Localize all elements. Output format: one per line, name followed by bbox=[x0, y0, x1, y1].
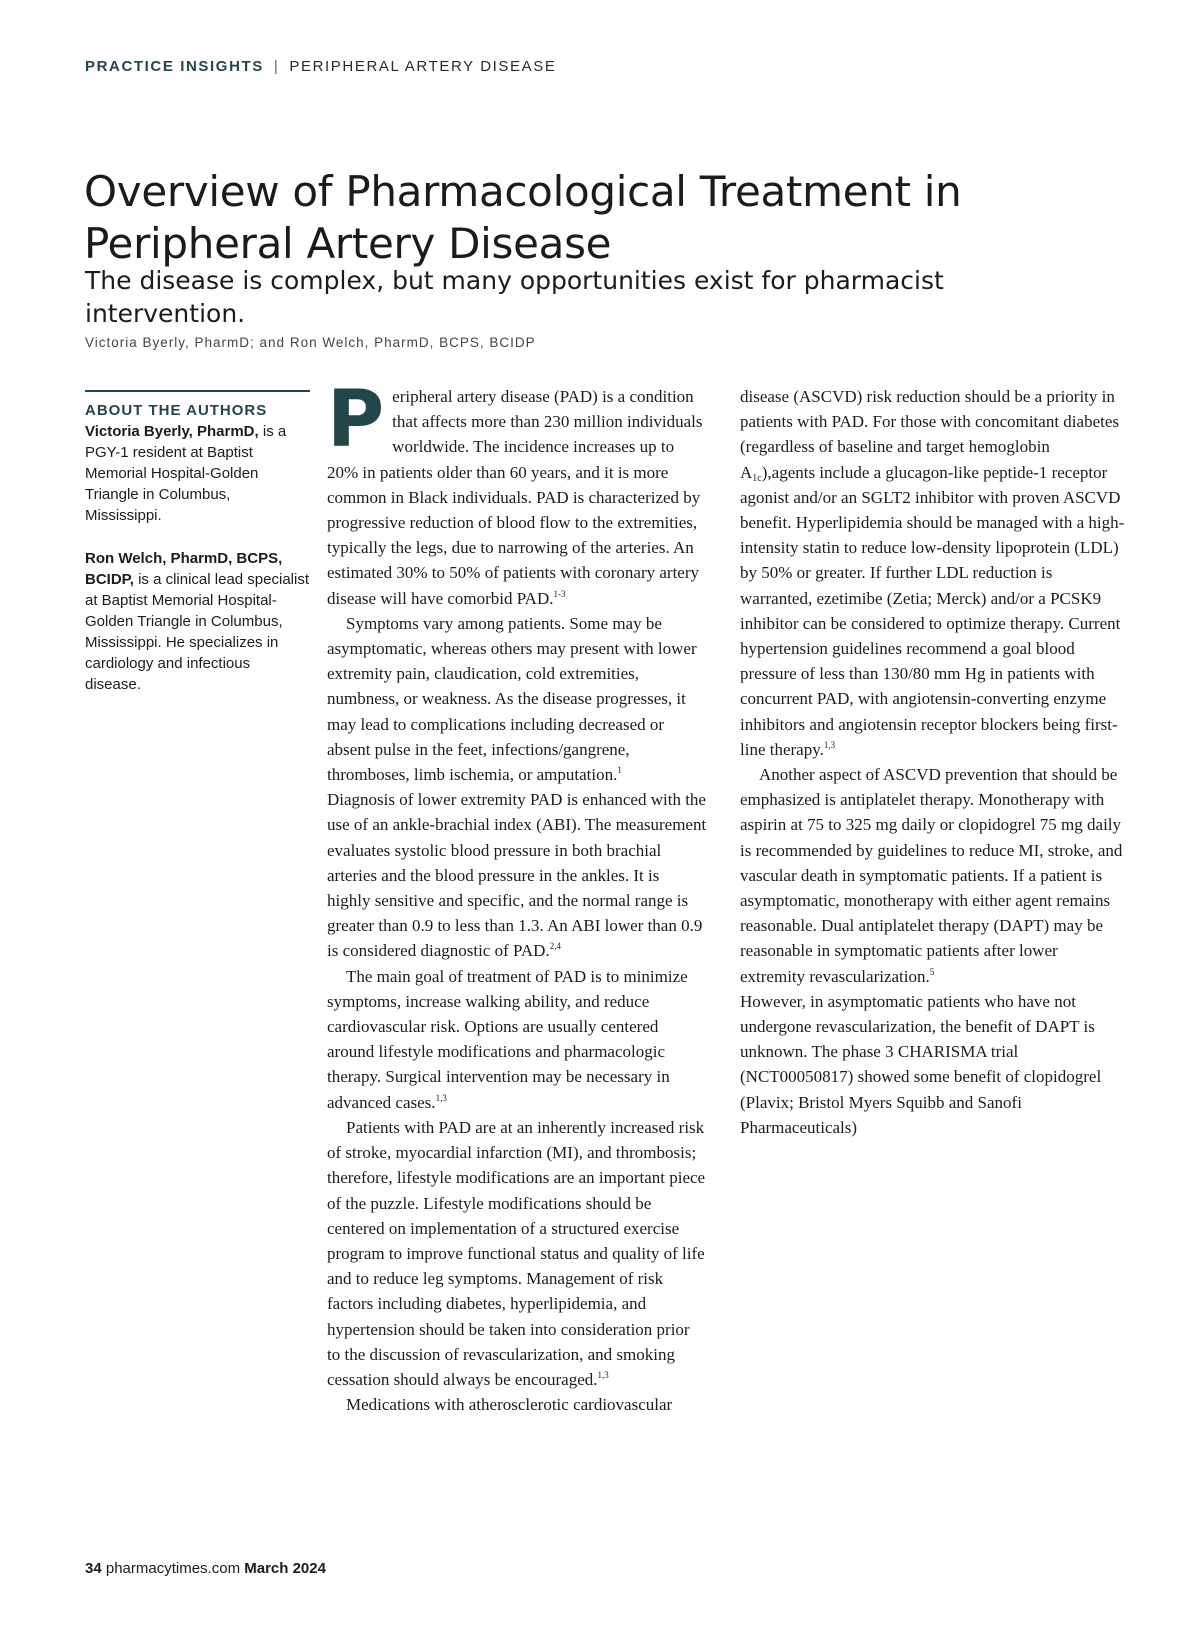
paragraph-6b-text: However, in asymptomatic patients who have not undergone revascularization, the benefit of DAPT is unknown. The phase 3 CHARISMA trial (NCT00050817) showed some benefit of clopidogrel (Plavix; Bristol Myers Squibb and Sanofi Pharmaceuticals) bbox=[740, 991, 1102, 1137]
paragraph-5-text-cont-continued: agents include a glucagon-like peptide-1 receptor agonist and/or an SGLT2 inhibitor with proven ASCVD benefit. Hyperlipidemia should be managed with a high-intensity statin to reduce low-density lipoprotein (LDL) by 50% or greater. If further LDL reduction is warranted, ezetimibe (Zetia; Merck) and/or a PCSK9 inhibitor can be considered to optimize therapy. Current hypertension guidelines recommend a goal blood pressure of less than 130/80 mm Hg in patients with concurrent PAD, with angiotensin-converting enzyme inhibitors and angiotensin receptor blockers being first-line therapy. bbox=[740, 462, 1125, 759]
body-column-2 bbox=[740, 384, 1125, 1140]
author-bio-text-1: is a PGY-1 resident at Baptist Memorial Hospital-Golden Triangle in Columbus, Mississippi. bbox=[85, 423, 287, 524]
section-label: PRACTICE INSIGHTS bbox=[85, 58, 264, 75]
author-name-2: Ron Welch, PharmD, BCPS, BCIDP, bbox=[85, 550, 283, 588]
paragraph-6-text: Another aspect of ASCVD prevention that should be emphasized is antiplatelet therapy. Monotherapy with aspirin at 75 to 325 mg daily or clopidogrel 75 mg daily is recommended by guidelines to reduce MI, stroke, and vascular death in symptomatic patients. If a patient is asymptomatic, monotherapy with either agent remains reasonable. Dual antiplatelet therapy (DAPT) may be reasonable in symptomatic patients after lower extremity revascularization. bbox=[740, 765, 1123, 986]
paragraph-2 bbox=[327, 611, 707, 787]
paragraph-2b bbox=[327, 787, 707, 963]
paragraph-3 bbox=[327, 964, 707, 1115]
paragraph-4-text: Patients with PAD are at an inherently increased risk of stroke, myocardial infarction (MI), and thrombosis; therefore, lifestyle modifications are an important piece of the puzzle. Lifestyle modifications should be centered on implementation of a structured exercise program to improve functional status and quality of life and to reduce leg symptoms. Management of risk factors including diabetes, hyperlipidemia, and hypertension should be taken into consideration prior to the discussion of revascularization, and smoking cessation should always be encouraged. bbox=[327, 1117, 706, 1389]
paragraph-3-text: The main goal of treatment of PAD is to minimize symptoms, increase walking ability, and reduce cardiovascular risk. Options are usually centered around lifestyle modifications and pharmacologic therapy. Surgical intervention may be necessary in advanced cases. bbox=[327, 966, 688, 1112]
article-subtitle: The disease is complex, but many opportunities exist for pharmacist intervention. bbox=[85, 266, 944, 328]
paragraph-5-text-cont: ), bbox=[761, 462, 772, 482]
paragraph-4 bbox=[327, 1115, 707, 1392]
citation: 1,3 bbox=[823, 739, 836, 750]
author-bio-text-2: is a clinical lead specialist at Baptist Memorial Hospital-Golden Triangle in Columbus, Mississippi. He specializes in cardiology and infectious disease. bbox=[85, 571, 309, 693]
citation: 1,3 bbox=[597, 1369, 609, 1380]
paragraph-1-text: eripheral artery disease (PAD) is a condition that affects more than 230 million individuals worldwide. The incidence increases up to 20% in patients older than 60 years, and it is more common in Black individuals. PAD is characterized by progressive reduction of blood flow to the extremities, typically the legs, due to narrowing of the arteries. An estimated 30% to 50% of patients with coronary artery disease will have comorbid PAD. bbox=[327, 387, 703, 608]
citation: 1-3 bbox=[553, 588, 566, 599]
paragraph-6 bbox=[740, 762, 1125, 989]
paragraph-5-continued bbox=[740, 384, 1125, 762]
header-separator: | bbox=[273, 58, 280, 75]
citation: 1,3 bbox=[435, 1092, 447, 1103]
footer-site: pharmacytimes.com bbox=[105, 1560, 241, 1577]
body-column-1 bbox=[327, 375, 707, 1417]
citation: 2,4 bbox=[549, 941, 561, 952]
paragraph-5-text-continued: disease (ASCVD) risk reduction should be a priority in patients with PAD. For those with concomitant diabetes (regardless of baseline and target hemoglobin A bbox=[740, 387, 1119, 482]
running-head bbox=[85, 58, 556, 75]
article-title: Overview of Pharmacological Treatment in Peripheral Artery Disease bbox=[84, 167, 962, 268]
paragraph-2b-text: Diagnosis of lower extremity PAD is enhanced with the use of an ankle-brachial index (ABI). The measurement evaluates systolic blood pressure in both brachial arteries and the blood pressure in the ankles. It is highly sensitive and specific, and the normal range is greater than 0.9 to less than 1.3. An ABI lower than 0.9 is considered diagnostic of PAD. bbox=[327, 790, 707, 961]
drop-cap: P bbox=[327, 375, 385, 465]
author-bio-1 bbox=[85, 421, 310, 526]
topic-label: PERIPHERAL ARTERY DISEASE bbox=[289, 58, 557, 75]
paragraph-6b bbox=[740, 989, 1125, 1140]
page-number: 34 bbox=[85, 1560, 102, 1577]
citation: 5 bbox=[929, 966, 935, 977]
paragraph-5 bbox=[327, 1392, 707, 1417]
citation: 1 bbox=[617, 765, 622, 776]
byline: Victoria Byerly, PharmD; and Ron Welch, PharmD, BCPS, BCIDP bbox=[85, 335, 536, 350]
about-authors-heading: ABOUT THE AUTHORS bbox=[85, 402, 268, 419]
paragraph-2-text: Symptoms vary among patients. Some may be asymptomatic, whereas others may present with lower extremity pain, claudication, cold extremities, numbness, or weakness. As the disease progresses, it may lead to complications including decreased or absent pulse in the feet, infections/gangrene, thromboses, limb ischemia, or amputation. bbox=[327, 613, 697, 785]
paragraph-5-text: Medications with atherosclerotic cardiovascular bbox=[346, 1395, 673, 1415]
page-footer bbox=[85, 1560, 326, 1577]
subscript: 1c bbox=[752, 472, 762, 484]
footer-issue: March 2024 bbox=[244, 1560, 326, 1577]
paragraph-1 bbox=[327, 375, 707, 611]
author-name-1: Victoria Byerly, PharmD, bbox=[85, 423, 259, 440]
author-bio-2 bbox=[85, 548, 310, 695]
about-the-authors bbox=[85, 390, 310, 717]
